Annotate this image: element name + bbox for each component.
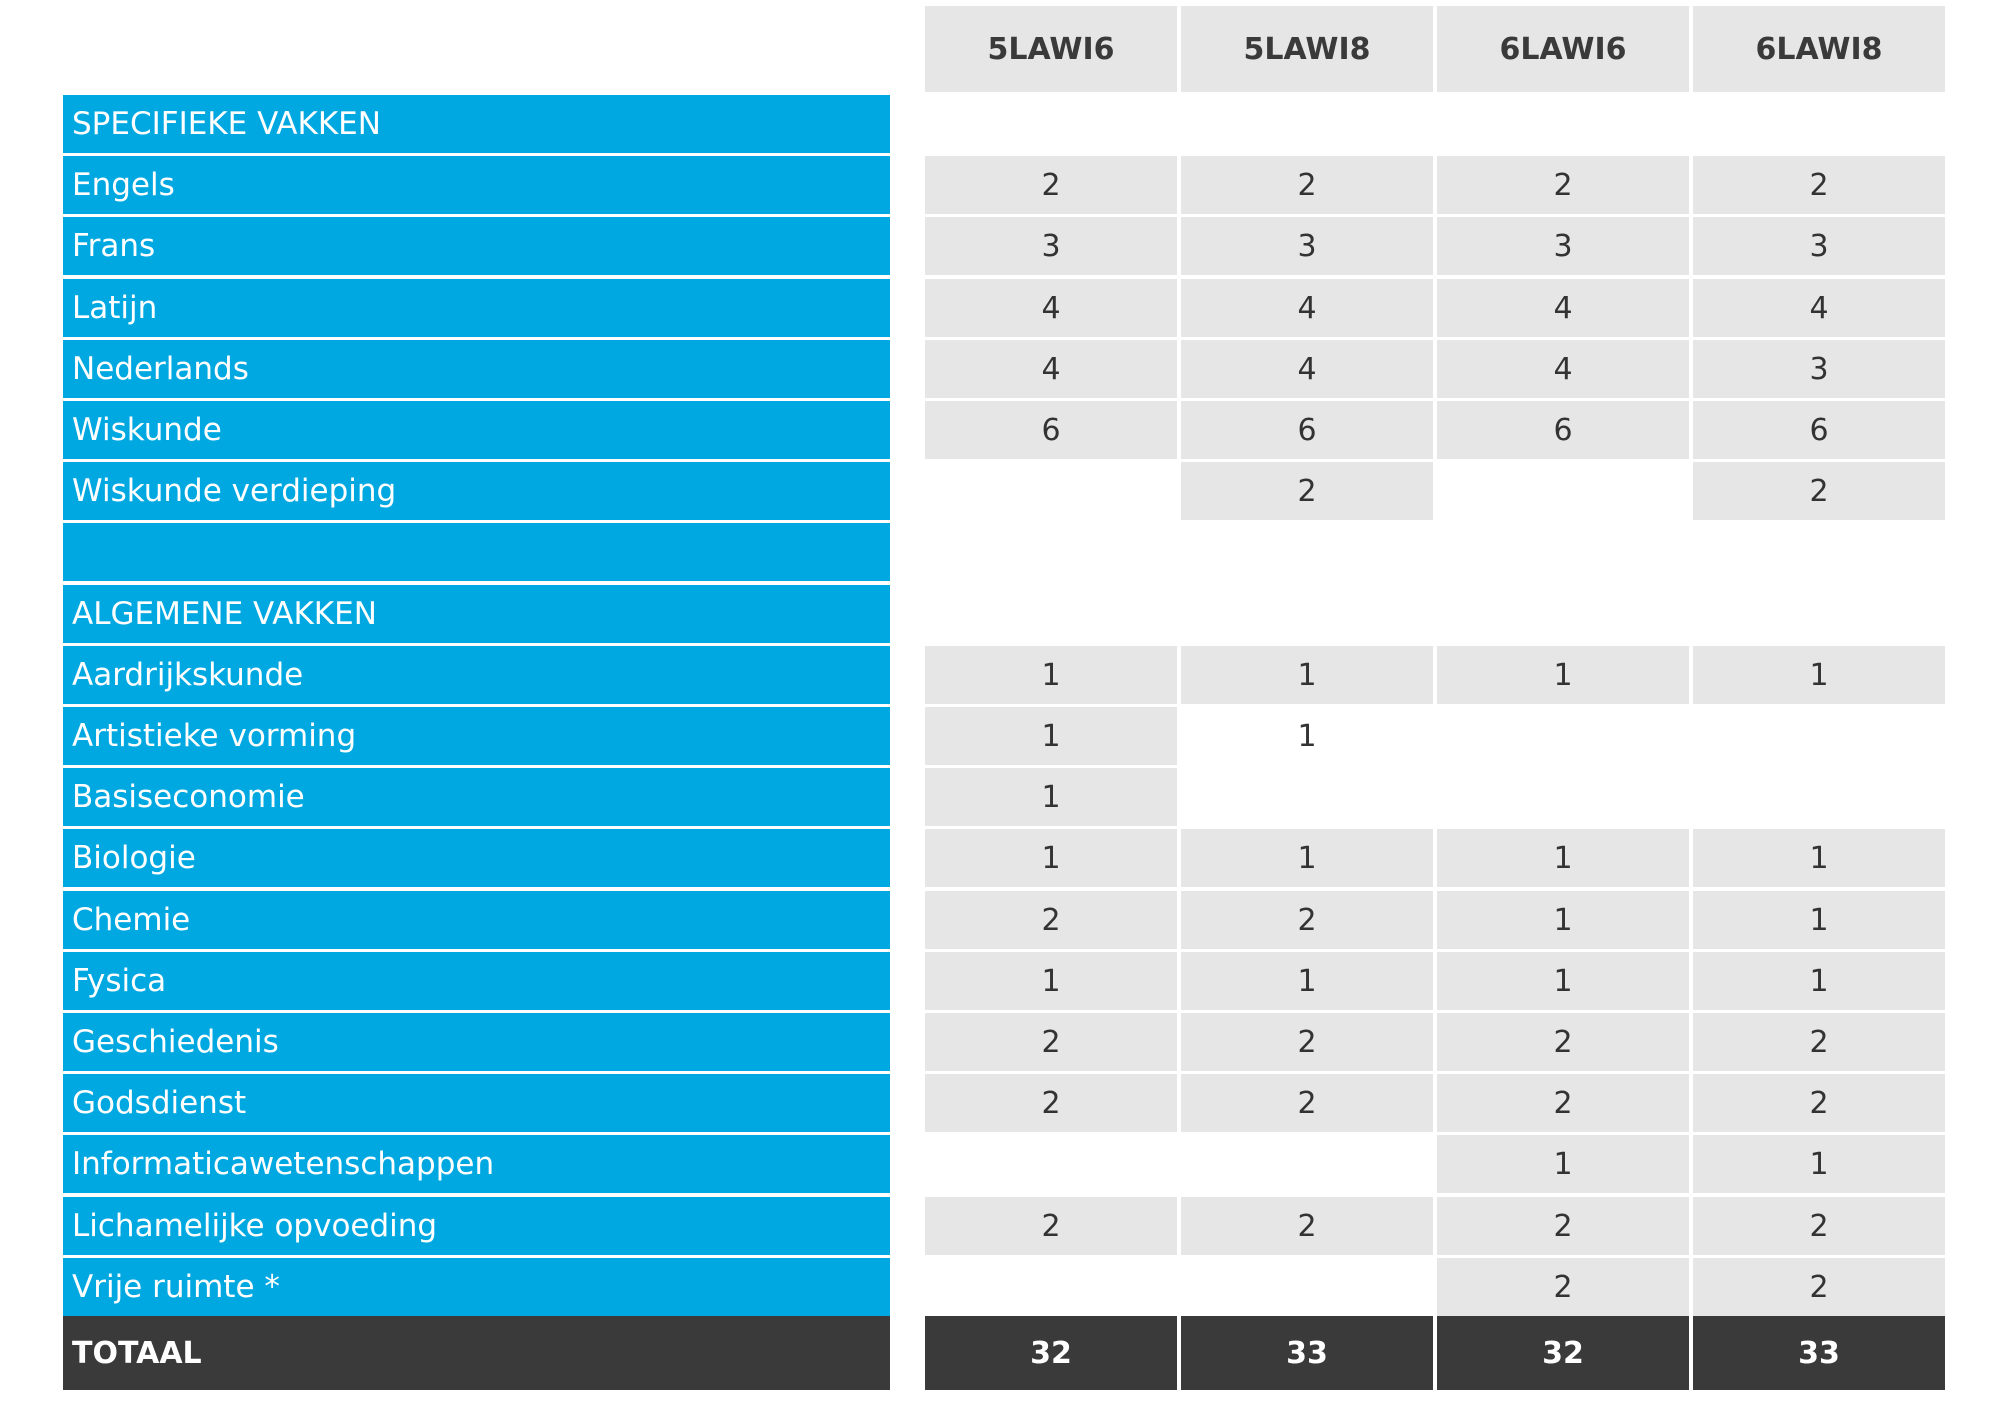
value-cell <box>1181 523 1433 581</box>
value-cell: 1 <box>1693 1135 1945 1193</box>
value-cell <box>925 1258 1177 1316</box>
value-cell: 2 <box>1693 1197 1945 1255</box>
value-cell: 1 <box>1437 1135 1689 1193</box>
value-cell: 1 <box>1693 646 1945 704</box>
value-cell: 2 <box>1181 1197 1433 1255</box>
subject-label: Biologie <box>63 829 890 887</box>
value-cell: 4 <box>1181 340 1433 398</box>
subject-label <box>63 523 890 581</box>
column-header: 5LAWI8 <box>1181 6 1433 92</box>
value-cell <box>1437 707 1689 765</box>
value-cell: 4 <box>1437 279 1689 337</box>
value-cell: 6 <box>1181 401 1433 459</box>
value-cell: 2 <box>1181 891 1433 949</box>
value-cell: 2 <box>1437 1074 1689 1132</box>
value-cell: 2 <box>1693 1074 1945 1132</box>
value-cell: 3 <box>925 217 1177 275</box>
value-cell <box>925 462 1177 520</box>
value-cell: 3 <box>1693 340 1945 398</box>
value-cell: 1 <box>1437 646 1689 704</box>
value-cell: 6 <box>1437 401 1689 459</box>
subject-label: Geschiedenis <box>63 1013 890 1071</box>
value-cell: 2 <box>1437 1013 1689 1071</box>
value-cell: 6 <box>1693 401 1945 459</box>
total-label: TOTAAL <box>63 1316 890 1390</box>
value-cell: 1 <box>925 646 1177 704</box>
value-cell: 2 <box>925 1013 1177 1071</box>
value-cell: 4 <box>1437 340 1689 398</box>
value-cell <box>925 523 1177 581</box>
total-value: 33 <box>1181 1316 1433 1390</box>
value-cell <box>925 1135 1177 1193</box>
value-cell <box>1693 523 1945 581</box>
value-cell: 2 <box>1181 462 1433 520</box>
value-cell: 1 <box>925 768 1177 826</box>
value-cell: 4 <box>1693 279 1945 337</box>
value-cell <box>1437 523 1689 581</box>
value-cell: 1 <box>1181 646 1433 704</box>
value-cell: 2 <box>1181 1074 1433 1132</box>
subject-label: Informaticawetenschappen <box>63 1135 890 1193</box>
value-cell: 4 <box>1181 279 1433 337</box>
value-cell: 6 <box>925 401 1177 459</box>
value-cell: 1 <box>1437 952 1689 1010</box>
value-cell <box>1693 707 1945 765</box>
value-cell: 1 <box>1181 952 1433 1010</box>
value-cell: 2 <box>1693 1013 1945 1071</box>
value-cell: 3 <box>1693 217 1945 275</box>
total-value: 32 <box>925 1316 1177 1390</box>
value-cell <box>1693 768 1945 826</box>
value-cell: 2 <box>1693 156 1945 214</box>
value-cell: 1 <box>1693 952 1945 1010</box>
subject-label: Aardrijkskunde <box>63 646 890 704</box>
value-cell <box>1181 1135 1433 1193</box>
section-header: SPECIFIEKE VAKKEN <box>63 95 890 153</box>
value-cell: 1 <box>925 952 1177 1010</box>
total-value: 33 <box>1693 1316 1945 1390</box>
value-cell: 3 <box>1437 217 1689 275</box>
subject-label: Engels <box>63 156 890 214</box>
subject-label: Artistieke vorming <box>63 707 890 765</box>
value-cell: 2 <box>1437 1258 1689 1316</box>
value-cell: 1 <box>1297 718 1317 754</box>
subject-label: Lichamelijke opvoeding <box>63 1197 890 1255</box>
value-cell: 2 <box>925 1074 1177 1132</box>
value-cell: 2 <box>1181 156 1433 214</box>
value-cell: 1 <box>1181 829 1433 887</box>
value-cell: 4 <box>925 279 1177 337</box>
subject-label: Wiskunde verdieping <box>63 462 890 520</box>
value-cell: 2 <box>1693 1258 1945 1316</box>
value-cell: 1 <box>925 829 1177 887</box>
total-value: 32 <box>1437 1316 1689 1390</box>
value-cell <box>1181 768 1433 826</box>
value-cell: 1 <box>1693 829 1945 887</box>
value-cell: 4 <box>925 340 1177 398</box>
value-cell: 2 <box>925 1197 1177 1255</box>
value-cell: 1 <box>1693 891 1945 949</box>
value-cell: 2 <box>925 156 1177 214</box>
value-cell <box>1437 768 1689 826</box>
value-cell: 2 <box>1693 462 1945 520</box>
subject-label: Vrije ruimte * <box>63 1258 890 1316</box>
subject-label: Godsdienst <box>63 1074 890 1132</box>
value-cell: 1 <box>925 707 1177 765</box>
value-cell <box>1181 1258 1433 1316</box>
value-cell <box>1437 462 1689 520</box>
value-cell: 2 <box>925 891 1177 949</box>
column-header: 5LAWI6 <box>925 6 1177 92</box>
value-cell: 1 <box>1437 829 1689 887</box>
subject-label: Chemie <box>63 891 890 949</box>
column-header: 6LAWI6 <box>1437 6 1689 92</box>
value-cell: 2 <box>1437 1197 1689 1255</box>
value-cell: 1 <box>1437 891 1689 949</box>
value-cell: 2 <box>1181 1013 1433 1071</box>
subject-label: Nederlands <box>63 340 890 398</box>
section-header: ALGEMENE VAKKEN <box>63 585 890 643</box>
subject-label: Latijn <box>63 279 890 337</box>
subject-label: Fysica <box>63 952 890 1010</box>
subject-label: Basiseconomie <box>63 768 890 826</box>
value-cell: 3 <box>1181 217 1433 275</box>
subject-label: Wiskunde <box>63 401 890 459</box>
value-cell: 2 <box>1437 156 1689 214</box>
column-header: 6LAWI8 <box>1693 6 1945 92</box>
subject-label: Frans <box>63 217 890 275</box>
